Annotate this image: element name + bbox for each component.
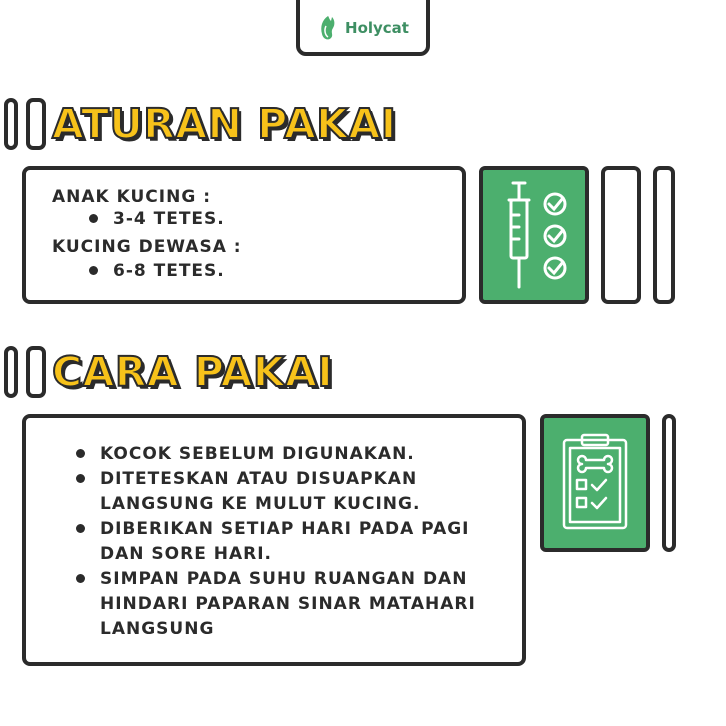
brand-logo xyxy=(296,0,430,56)
instruction-line: DIBERIKAN SETIAP HARI PADA PAGI xyxy=(100,519,470,539)
bullet xyxy=(89,214,98,223)
bullet xyxy=(76,574,85,583)
syringe-checklist-icon xyxy=(479,166,589,304)
instruction-line: LANGSUNG xyxy=(100,619,215,639)
deco-pill xyxy=(4,98,18,150)
dosage-value: 6-8 TETES. xyxy=(113,261,225,281)
clipboard-bone-checklist-icon xyxy=(540,414,650,552)
deco-pill xyxy=(26,346,46,398)
bullet xyxy=(76,474,85,483)
brand-name: Holycat xyxy=(345,19,409,37)
instruction-line: DAN SORE HARI. xyxy=(100,544,272,564)
instruction-line: SIMPAN PADA SUHU RUANGAN DAN xyxy=(100,569,468,589)
dosage-value: 3-4 TETES. xyxy=(113,209,225,229)
bullet xyxy=(76,524,85,533)
dosage-label: KUCING DEWASA : xyxy=(52,237,242,257)
section-title: CARA PAKAI xyxy=(52,348,334,396)
deco-pill xyxy=(601,166,641,304)
deco-pill xyxy=(653,166,675,304)
instruction-line: DITETESKAN ATAU DISUAPKAN xyxy=(100,469,418,489)
deco-pill xyxy=(26,98,46,150)
instruction-line: KOCOK SEBELUM DIGUNAKAN. xyxy=(100,444,415,464)
cat-icon xyxy=(317,14,339,42)
bullet xyxy=(76,449,85,458)
bullet xyxy=(89,266,98,275)
deco-pill xyxy=(662,414,676,552)
instruction-line: LANGSUNG KE MULUT KUCING. xyxy=(100,494,421,514)
section-title: ATURAN PAKAI xyxy=(52,100,397,148)
deco-pill xyxy=(4,346,18,398)
instruction-line: HINDARI PAPARAN SINAR MATAHARI xyxy=(100,594,476,614)
dosage-label: ANAK KUCING : xyxy=(52,187,212,207)
